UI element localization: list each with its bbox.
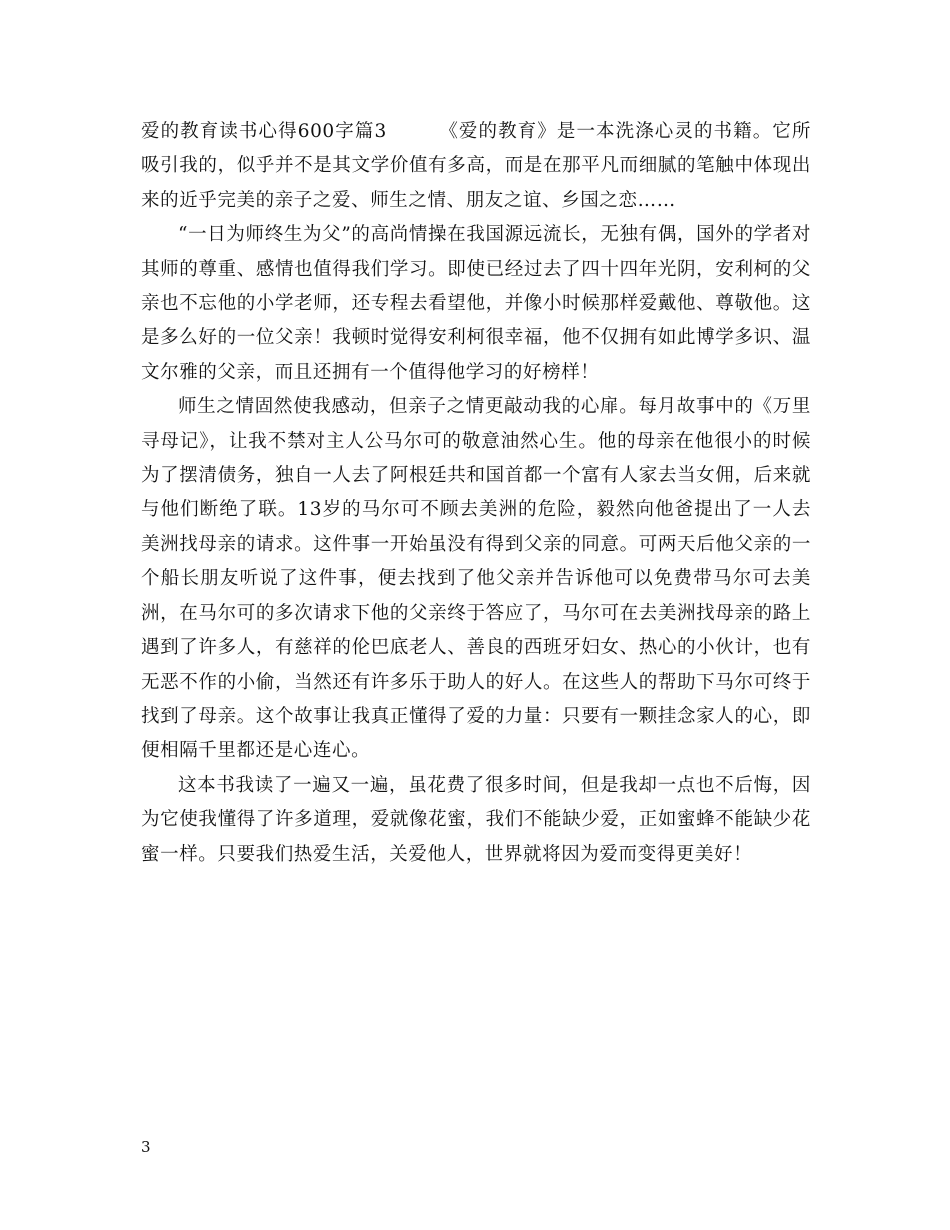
paragraph-2: “一日为师终生为父”的高尚情操在我国源远流长，无独有偶，国外的学者对其师的尊重、感情也值得我们学习。即使已经过去了四十四年光阴，安利柯的父亲也不忘他的小学老师，还专程去看望他，并像小时候那样爱戴他、尊敬他。这是多么好的一位父亲！我顿时觉得安利柯很幸福，他不仅拥有如此博学多识、温文尔雅的父亲，而且还拥有一个值得他学习的好榜样！ [141, 224, 811, 383]
page-number: 3 [141, 1138, 151, 1156]
paragraph-4: 这本书我读了一遍又一遍，虽花费了很多时间，但是我却一点也不后悔，因为它使我懂得了许多道理，爱就像花蜜，我们不能缺少爱，正如蜜蜂不能缺少花蜜一样。只要我们热爱生活，关爱他人，世界就将因为爱而变得更美好！ [141, 774, 811, 865]
paragraph-1 [141, 115, 811, 218]
paragraph-1-text: 《爱的教育》是一本洗涤心灵的书籍。它所吸引我的，似乎并不是其文学价值有多高，而是在那平凡而细腻的笔触中体现出来的近乎完美的亲子之爱、师生之情、朋友之谊、乡国之恋…… [141, 121, 811, 211]
document-body [141, 115, 811, 872]
document-heading: 爱的教育读书心得600字篇3 [141, 121, 387, 142]
paragraph-3: 师生之情固然使我感动，但亲子之情更敲动我的心扉。每月故事中的《万里寻母记》，让我不禁对主人公马尔可的敬意油然心生。他的母亲在他很小的时候为了摆清债务，独自一人去了阿根廷共和国首都一个富有人家去当女佣，后来就与他们断绝了联。13岁的马尔可不顾去美洲的危险，毅然向他爸提出了一人去美洲找母亲的请求。这件事一开始虽没有得到父亲的同意。可两天后他父亲的一个船长朋友听说了这件事，便去找到了他父亲并告诉他可以免费带马尔可去美洲，在马尔可的多次请求下他的父亲终于答应了，马尔可在去美洲找母亲的路上遇到了许多人，有慈祥的伦巴底老人、善良的西班牙妇女、热心的小伙计，也有无恶不作的小偷，当然还有许多乐于助人的好人。在这些人的帮助下马尔可终于找到了母亲。这个故事让我真正懂得了爱的力量：只要有一颗挂念家人的心，即便相隔千里都还是心连心。 [141, 396, 811, 762]
